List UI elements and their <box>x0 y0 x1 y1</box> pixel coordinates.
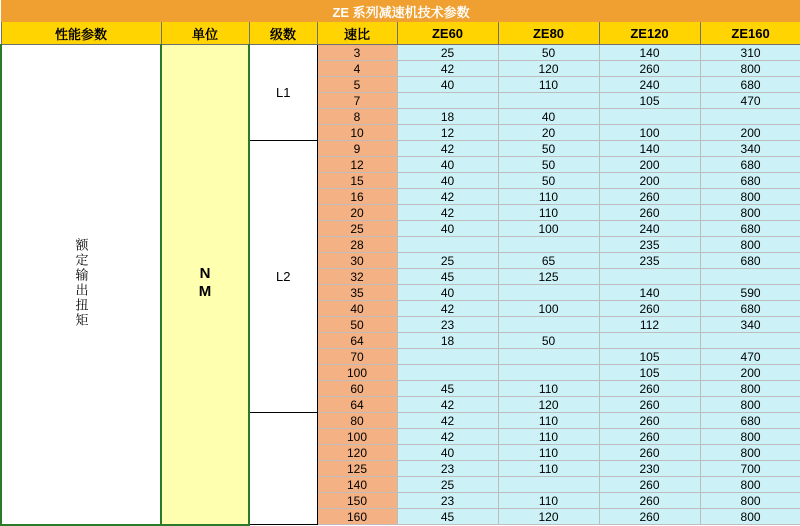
ratio-cell: 25 <box>317 221 397 237</box>
value-cell-ze80: 120 <box>498 61 599 77</box>
value-cell-ze120: 260 <box>599 477 700 493</box>
value-cell-ze160 <box>700 109 800 125</box>
value-cell-ze60: 23 <box>397 493 498 509</box>
value-cell-ze60 <box>397 365 498 381</box>
value-cell-ze60: 45 <box>397 381 498 397</box>
value-cell-ze80: 120 <box>498 509 599 525</box>
ratio-cell: 64 <box>317 333 397 349</box>
performance-label-cell <box>1 45 161 525</box>
value-cell-ze120: 105 <box>599 93 700 109</box>
value-cell-ze160: 200 <box>700 365 800 381</box>
value-cell-ze80 <box>498 285 599 301</box>
value-cell-ze160 <box>700 269 800 285</box>
ratio-cell: 15 <box>317 173 397 189</box>
header-performance: 性能参数 <box>1 22 161 45</box>
title-row <box>1 1 800 22</box>
value-cell-ze120: 235 <box>599 237 700 253</box>
value-cell-ze160: 800 <box>700 477 800 493</box>
value-cell-ze60: 42 <box>397 189 498 205</box>
value-cell-ze80: 110 <box>498 381 599 397</box>
value-cell-ze160: 470 <box>700 349 800 365</box>
value-cell-ze80: 65 <box>498 253 599 269</box>
ratio-cell: 64 <box>317 397 397 413</box>
value-cell-ze160: 310 <box>700 45 800 61</box>
value-cell-ze80: 110 <box>498 429 599 445</box>
ratio-cell: 20 <box>317 205 397 221</box>
value-cell-ze160: 800 <box>700 509 800 525</box>
value-cell-ze80: 110 <box>498 461 599 477</box>
ratio-cell: 100 <box>317 429 397 445</box>
value-cell-ze120: 260 <box>599 205 700 221</box>
value-cell-ze60: 40 <box>397 77 498 93</box>
value-cell-ze80: 50 <box>498 157 599 173</box>
unit-label: NM <box>196 264 214 301</box>
value-cell-ze160: 700 <box>700 461 800 477</box>
value-cell-ze120: 260 <box>599 509 700 525</box>
value-cell-ze80: 110 <box>498 413 599 429</box>
value-cell-ze160: 800 <box>700 397 800 413</box>
value-cell-ze120: 100 <box>599 125 700 141</box>
ratio-cell: 9 <box>317 141 397 157</box>
value-cell-ze160: 200 <box>700 125 800 141</box>
value-cell-ze80: 110 <box>498 493 599 509</box>
value-cell-ze120: 235 <box>599 253 700 269</box>
value-cell-ze80 <box>498 349 599 365</box>
ratio-cell: 140 <box>317 477 397 493</box>
value-cell-ze80: 100 <box>498 221 599 237</box>
value-cell-ze120: 105 <box>599 349 700 365</box>
value-cell-ze60: 23 <box>397 461 498 477</box>
value-cell-ze80: 125 <box>498 269 599 285</box>
value-cell-ze160: 800 <box>700 493 800 509</box>
ratio-cell: 8 <box>317 109 397 125</box>
value-cell-ze60: 40 <box>397 221 498 237</box>
unit-label-cell <box>161 45 249 525</box>
value-cell-ze120: 260 <box>599 493 700 509</box>
ratio-cell: 160 <box>317 509 397 525</box>
value-cell-ze120: 260 <box>599 445 700 461</box>
value-cell-ze60: 25 <box>397 477 498 493</box>
ratio-cell: 120 <box>317 445 397 461</box>
value-cell-ze160: 470 <box>700 93 800 109</box>
value-cell-ze60: 25 <box>397 45 498 61</box>
value-cell-ze160: 680 <box>700 253 800 269</box>
value-cell-ze60: 45 <box>397 509 498 525</box>
value-cell-ze160: 800 <box>700 61 800 77</box>
ratio-cell: 80 <box>317 413 397 429</box>
value-cell-ze80: 110 <box>498 445 599 461</box>
ratio-cell: 70 <box>317 349 397 365</box>
value-cell-ze60: 18 <box>397 333 498 349</box>
value-cell-ze80 <box>498 93 599 109</box>
value-cell-ze120: 260 <box>599 301 700 317</box>
value-cell-ze60 <box>397 349 498 365</box>
stage-cell: L1 <box>249 45 317 141</box>
ratio-cell: 28 <box>317 237 397 253</box>
value-cell-ze80: 50 <box>498 45 599 61</box>
ratio-cell: 150 <box>317 493 397 509</box>
value-cell-ze60: 45 <box>397 269 498 285</box>
header-model-ze80: ZE80 <box>498 22 599 45</box>
header-ratio: 速比 <box>317 22 397 45</box>
value-cell-ze120: 112 <box>599 317 700 333</box>
value-cell-ze160 <box>700 333 800 349</box>
ratio-cell: 60 <box>317 381 397 397</box>
value-cell-ze160: 680 <box>700 157 800 173</box>
value-cell-ze160: 680 <box>700 173 800 189</box>
value-cell-ze80: 20 <box>498 125 599 141</box>
performance-label: 额定输出扭矩 <box>73 237 89 328</box>
value-cell-ze120: 105 <box>599 365 700 381</box>
header-unit: 单位 <box>161 22 249 45</box>
value-cell-ze160: 340 <box>700 141 800 157</box>
ratio-cell: 125 <box>317 461 397 477</box>
value-cell-ze160: 680 <box>700 221 800 237</box>
header-row <box>1 22 800 45</box>
header-model-ze60: ZE60 <box>397 22 498 45</box>
value-cell-ze160: 800 <box>700 237 800 253</box>
value-cell-ze60: 40 <box>397 285 498 301</box>
value-cell-ze80: 110 <box>498 189 599 205</box>
value-cell-ze120: 260 <box>599 189 700 205</box>
ratio-cell: 35 <box>317 285 397 301</box>
ratio-cell: 30 <box>317 253 397 269</box>
ratio-cell: 10 <box>317 125 397 141</box>
value-cell-ze80: 110 <box>498 77 599 93</box>
value-cell-ze60 <box>397 93 498 109</box>
value-cell-ze60: 42 <box>397 61 498 77</box>
value-cell-ze160: 340 <box>700 317 800 333</box>
value-cell-ze120 <box>599 333 700 349</box>
value-cell-ze80: 100 <box>498 301 599 317</box>
header-stage: 级数 <box>249 22 317 45</box>
value-cell-ze60: 12 <box>397 125 498 141</box>
ratio-cell: 7 <box>317 93 397 109</box>
value-cell-ze120: 240 <box>599 221 700 237</box>
value-cell-ze60: 40 <box>397 445 498 461</box>
value-cell-ze60: 40 <box>397 157 498 173</box>
value-cell-ze160: 590 <box>700 285 800 301</box>
value-cell-ze60: 23 <box>397 317 498 333</box>
page-title: ZE 系列减速机技术参数 <box>1 1 800 22</box>
value-cell-ze60: 42 <box>397 205 498 221</box>
value-cell-ze160: 800 <box>700 429 800 445</box>
value-cell-ze160: 800 <box>700 205 800 221</box>
value-cell-ze120: 260 <box>599 397 700 413</box>
ratio-cell: 100 <box>317 365 397 381</box>
stage-cell: L2 <box>249 141 317 413</box>
value-cell-ze60: 42 <box>397 413 498 429</box>
header-model-ze160: ZE160 <box>700 22 800 45</box>
value-cell-ze120: 140 <box>599 45 700 61</box>
value-cell-ze120: 230 <box>599 461 700 477</box>
value-cell-ze80: 50 <box>498 173 599 189</box>
value-cell-ze80 <box>498 365 599 381</box>
value-cell-ze80: 50 <box>498 333 599 349</box>
value-cell-ze120: 260 <box>599 429 700 445</box>
value-cell-ze60: 42 <box>397 429 498 445</box>
value-cell-ze120 <box>599 109 700 125</box>
value-cell-ze120 <box>599 269 700 285</box>
value-cell-ze120: 140 <box>599 141 700 157</box>
value-cell-ze80 <box>498 477 599 493</box>
ratio-cell: 16 <box>317 189 397 205</box>
value-cell-ze60: 42 <box>397 141 498 157</box>
value-cell-ze120: 260 <box>599 413 700 429</box>
header-model-ze120: ZE120 <box>599 22 700 45</box>
value-cell-ze120: 260 <box>599 61 700 77</box>
value-cell-ze160: 680 <box>700 413 800 429</box>
ratio-cell: 40 <box>317 301 397 317</box>
value-cell-ze160: 800 <box>700 189 800 205</box>
ratio-cell: 50 <box>317 317 397 333</box>
value-cell-ze80: 50 <box>498 141 599 157</box>
value-cell-ze120: 140 <box>599 285 700 301</box>
value-cell-ze80: 40 <box>498 109 599 125</box>
value-cell-ze160: 680 <box>700 77 800 93</box>
ratio-cell: 12 <box>317 157 397 173</box>
value-cell-ze120: 260 <box>599 381 700 397</box>
value-cell-ze60: 18 <box>397 109 498 125</box>
value-cell-ze120: 240 <box>599 77 700 93</box>
value-cell-ze160: 800 <box>700 445 800 461</box>
ratio-cell: 5 <box>317 77 397 93</box>
ratio-cell: 3 <box>317 45 397 61</box>
value-cell-ze80: 110 <box>498 205 599 221</box>
value-cell-ze80 <box>498 317 599 333</box>
ratio-cell: 32 <box>317 269 397 285</box>
value-cell-ze80 <box>498 237 599 253</box>
value-cell-ze120: 200 <box>599 173 700 189</box>
value-cell-ze160: 680 <box>700 301 800 317</box>
value-cell-ze120: 200 <box>599 157 700 173</box>
value-cell-ze60: 42 <box>397 397 498 413</box>
value-cell-ze60: 25 <box>397 253 498 269</box>
value-cell-ze60 <box>397 237 498 253</box>
stage-cell <box>249 413 317 525</box>
value-cell-ze80: 120 <box>498 397 599 413</box>
value-cell-ze60: 42 <box>397 301 498 317</box>
value-cell-ze160: 800 <box>700 381 800 397</box>
ratio-cell: 4 <box>317 61 397 77</box>
table-row <box>1 45 800 61</box>
value-cell-ze60: 40 <box>397 173 498 189</box>
